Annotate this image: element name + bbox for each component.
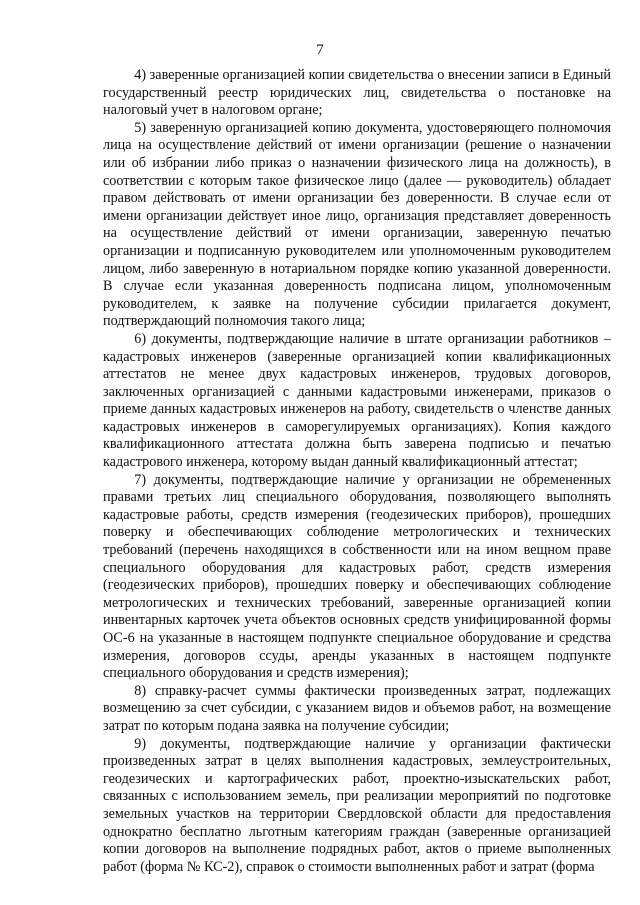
paragraph-item-5: 5) заверенную организацией копию документа, удостоверяющего полномочия лица на осуществление действий от имени организации (решение о назначении или об избрании либо приказ о назначении физического лица на должность), в соответствии с которым такое физическое лицо (далее — руководитель) обладает правом действовать от имени организации без доверенности. В случае если от имени организации действует иное лицо, организация представляет доверенность на осуществление действий от имени организации, заверенную печатью организации и подписанную руководителем или уполномоченным руководителем лицом, либо заверенную в нотариальном порядке копию указанной доверенности. В случае если указанная доверенность подписана лицом, уполномоченным руководителем, к заявке на получение субсидии прилагается документ, подтверждающий полномочия такого лица; bbox=[103, 119, 611, 330]
paragraph-item-9: 9) документы, подтверждающие наличие у организации фактически произведенных затрат в целях выполнения кадастровых, землеустроительных, геодезических и картографических работ, проектно-изыскательских работ, связанных с использованием земель, при реализации мероприятий по подготовке земельных участков на территории Свердловской области для предоставления однократно бесплатно льготным категориям граждан (заверенные организацией копии договоров на выполнение подрядных работ, актов о приеме выполненных работ (форма № КС-2), справок о стоимости выполненных работ и затрат (форма bbox=[103, 735, 611, 875]
document-body bbox=[103, 67, 611, 876]
paragraph-item-7: 7) документы, подтверждающие наличие у организации не обремененных правами третьих лиц специального оборудования, позволяющего выполнять кадастровые работы, средств измерения (геодезических приборов), прошедших поверку и обеспечивающих соблюдение метрологических и технических требований (перечень находящихся в собственности или на ином вещном праве специального оборудования для кадастровых работ, средств измерения (геодезических приборов), прошедших поверку и обеспечивающих соблюдение метрологических и технических требований, заверенные организацией копии инвентарных карточек учета объектов основных средств унифицированной формы ОС-6 на указанные в настоящем подпункте специальное оборудование и средства измерения, договоров ссуды, аренды указанных в настоящем подпункте специального оборудования и средств измерения); bbox=[103, 471, 611, 682]
page-number: 7 bbox=[316, 42, 324, 58]
paragraph-item-6: 6) документы, подтверждающие наличие в штате организации работников – кадастровых инженеров (заверенные организацией копии квалификационных аттестатов не менее двух кадастровых инженеров, трудовых договоров, заключенных организацией с данными кадастровыми инженерами, приказов о приеме данных кадастровых инженеров на работу, свидетельств о членстве данных кадастровых инженеров в саморегулируемых организациях). Копия каждого квалификационного аттестата должна быть заверена подписью и печатью кадастрового инженера, которому выдан данный квалификационный аттестат; bbox=[103, 330, 611, 471]
paragraph-item-8: 8) справку-расчет суммы фактически произведенных затрат, подлежащих возмещению за счет субсидии, с указанием видов и объемов работ, на возмещение затрат по которым подана заявка на получение субсидии; bbox=[103, 682, 611, 734]
paragraph-item-4: 4) заверенные организацией копии свидетельства о внесении записи в Единый государственный реестр юридических лиц, свидетельства о постановке на налоговый учет в налоговом органе; bbox=[103, 67, 611, 119]
